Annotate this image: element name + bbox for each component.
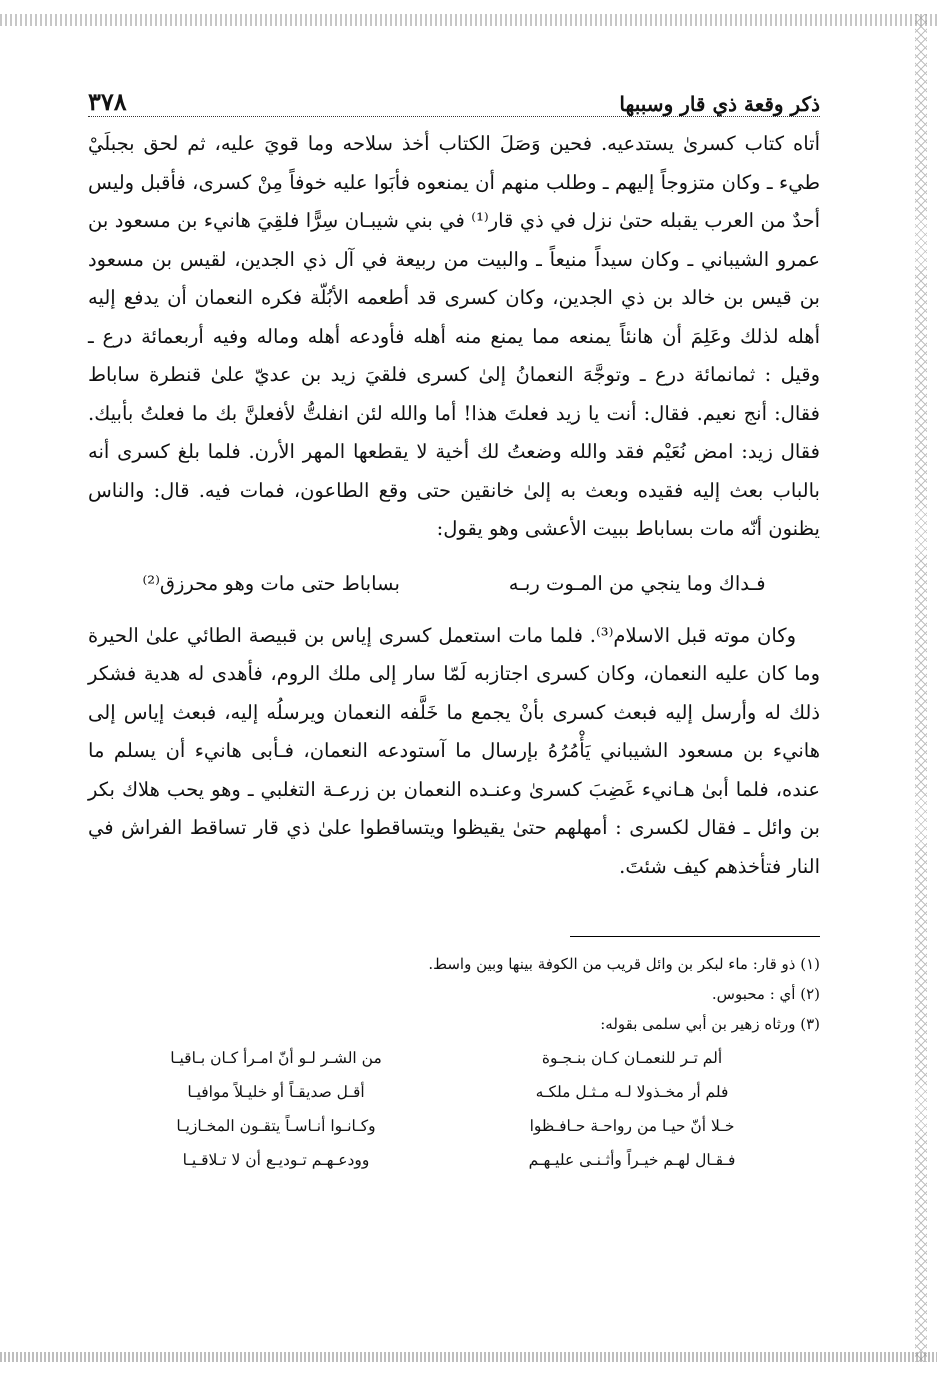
poem-hemistich: فلم أر مخـذولا لـه مـثـل ملكـه [535, 1083, 729, 1101]
footnote-3: (٣) ورثاه زهير بن أبي سلمى بقوله: [600, 1015, 820, 1033]
poem-hemistich: ألم تـر للنعمـان كـان بنـجـوة [541, 1049, 723, 1067]
book-page [88, 84, 820, 1177]
poem-hemistich: وودعـهـم تـوديـع أن لا تـلاقـيـا [182, 1151, 370, 1169]
running-title: ذكر وقعة ذي قار وسببها [619, 92, 820, 116]
footnote-1: (١) ذو قار: ماء لبكر بن وائل قريب من الكوفة بينها وبين واسط. [428, 955, 820, 973]
decorative-border-bottom [0, 1352, 937, 1362]
poem-hemistich: فـقـال لهـم خيـراً وأثـنـى عليـهـم [528, 1151, 736, 1169]
paragraph: أتاه كتاب كسرىٰ يستدعيه. فحين وَصَلَ الكتاب أخذ سلاحه وما قويَ عليه، ثم لحق بجبلَيْ طيء ـ وكان متزوجاً إليهم ـ وطلب منهم أن يمنعوه فأبَوا عليه خوفاً مِنْ كسرى، فأقبل وليس أحدٌ من العرب يقبله حتىٰ نزل في ذي قار⁽¹⁾ في بني شيبـان سِرًّا فلقِيَ هانيء بن مسعود بن عمرو الشيباني ـ وكان سيداً منيعاً ـ والبيت من ربيعة في آل ذي الجدين، لقيس بن مسعود بن قيس بن خالد بن ذي الجدين، وكان كسرى قد أطعمه الأبُلّة فكره النعمان أن يدفع إليه أهله لذلك وعَلِمَ أن هانئاً يمنعه مما يمنع منه أهله فأودعه أهله وماله وفيه أربعمائة درع ـ وقيل : ثمانمائة درع ـ وتوجَّهَ النعمانُ إلىٰ كسرى فلقيَ زيد بن عديّ علىٰ قنطرة ساباط فقال: أنج نعيم. فقال: أنت يا زيد فعلتَ هذا! أما والله لئن انفلتُّ لأفعلنَّ بك ما فعلتُ بأبيك. فقال زيد: امض نُعَيْم فقد والله وضعتُ لك أخية لا يقطعها المهر الأرن. فلما بلغ كسرى أنه بالباب بعث إليه فقيده وبعث به إلىٰ خانقين حتى وقع الطاعون، فمات فيه. قال: والناس يظنون أنّه مات بساباط ببيت الأعشى وهو يقول: [88, 132, 820, 540]
elegy-poem [88, 1041, 820, 1177]
poem-hemistich: من الشـر لـو أنّ امـرأ كـان بـاقيـا [170, 1049, 382, 1067]
decorative-border-top [0, 14, 937, 26]
verse-first-hemistich: فـداك وما ينجي من المـوت ربـه [508, 571, 766, 595]
poem-hemistich: وكـانـوا أنـاسـاً يتقـون المخـازيـا [176, 1117, 376, 1135]
footnote-divider [570, 936, 820, 937]
verse-line [88, 565, 820, 603]
decorative-border-right [915, 14, 927, 1362]
page-number: ٣٧٨ [88, 87, 127, 116]
poem-hemistich: خـلا أنّ حيـا من رواحـة حـافـظوا [529, 1117, 735, 1135]
paragraph: وكان موته قبل الاسلام⁽³⁾. فلما مات استعمل كسرى إياس بن قبيصة الطائي علىٰ الحيرة وما كان عليه النعمان، وكان كسرى اجتازبه لَمّا سار إلى ملك الروم، فأهدى له هدية فشكر ذلك له وأرسل إليه فبعث كسرى بأنْ يجمع ما خَلَّفه النعمان ويرسلُه إليه، فبعث إياس إلى هانيء بن مسعود الشيباني يَأْمُرُهُ بإرسال ما آستودعه النعمان، فـأبى هانيء أن يسلم ما عنده، فلما أبىٰ هـانيء غَضِبَ كسرىٰ وعنـده النعمان بن زرعـة التغلبي ـ وهو يحب هلاك بكر بن وائل ـ فقال لكسرى : أمهلهم حتىٰ يقيظوا ويتساقطوا علىٰ ذي قار تساقط الفراش في النار فتأخذهم كيف شئتَ. [88, 623, 820, 878]
verse-second-hemistich: بساباط حتى مات وهو محرزق⁽²⁾ [142, 571, 400, 595]
footnotes [88, 949, 820, 1039]
footnote-2: (٢) أي : محبوس. [711, 985, 820, 1003]
running-header [88, 84, 820, 117]
main-text [88, 125, 820, 886]
poem-hemistich: أقـل صديقـاً أو خليـلاً موافيـا [187, 1083, 365, 1101]
